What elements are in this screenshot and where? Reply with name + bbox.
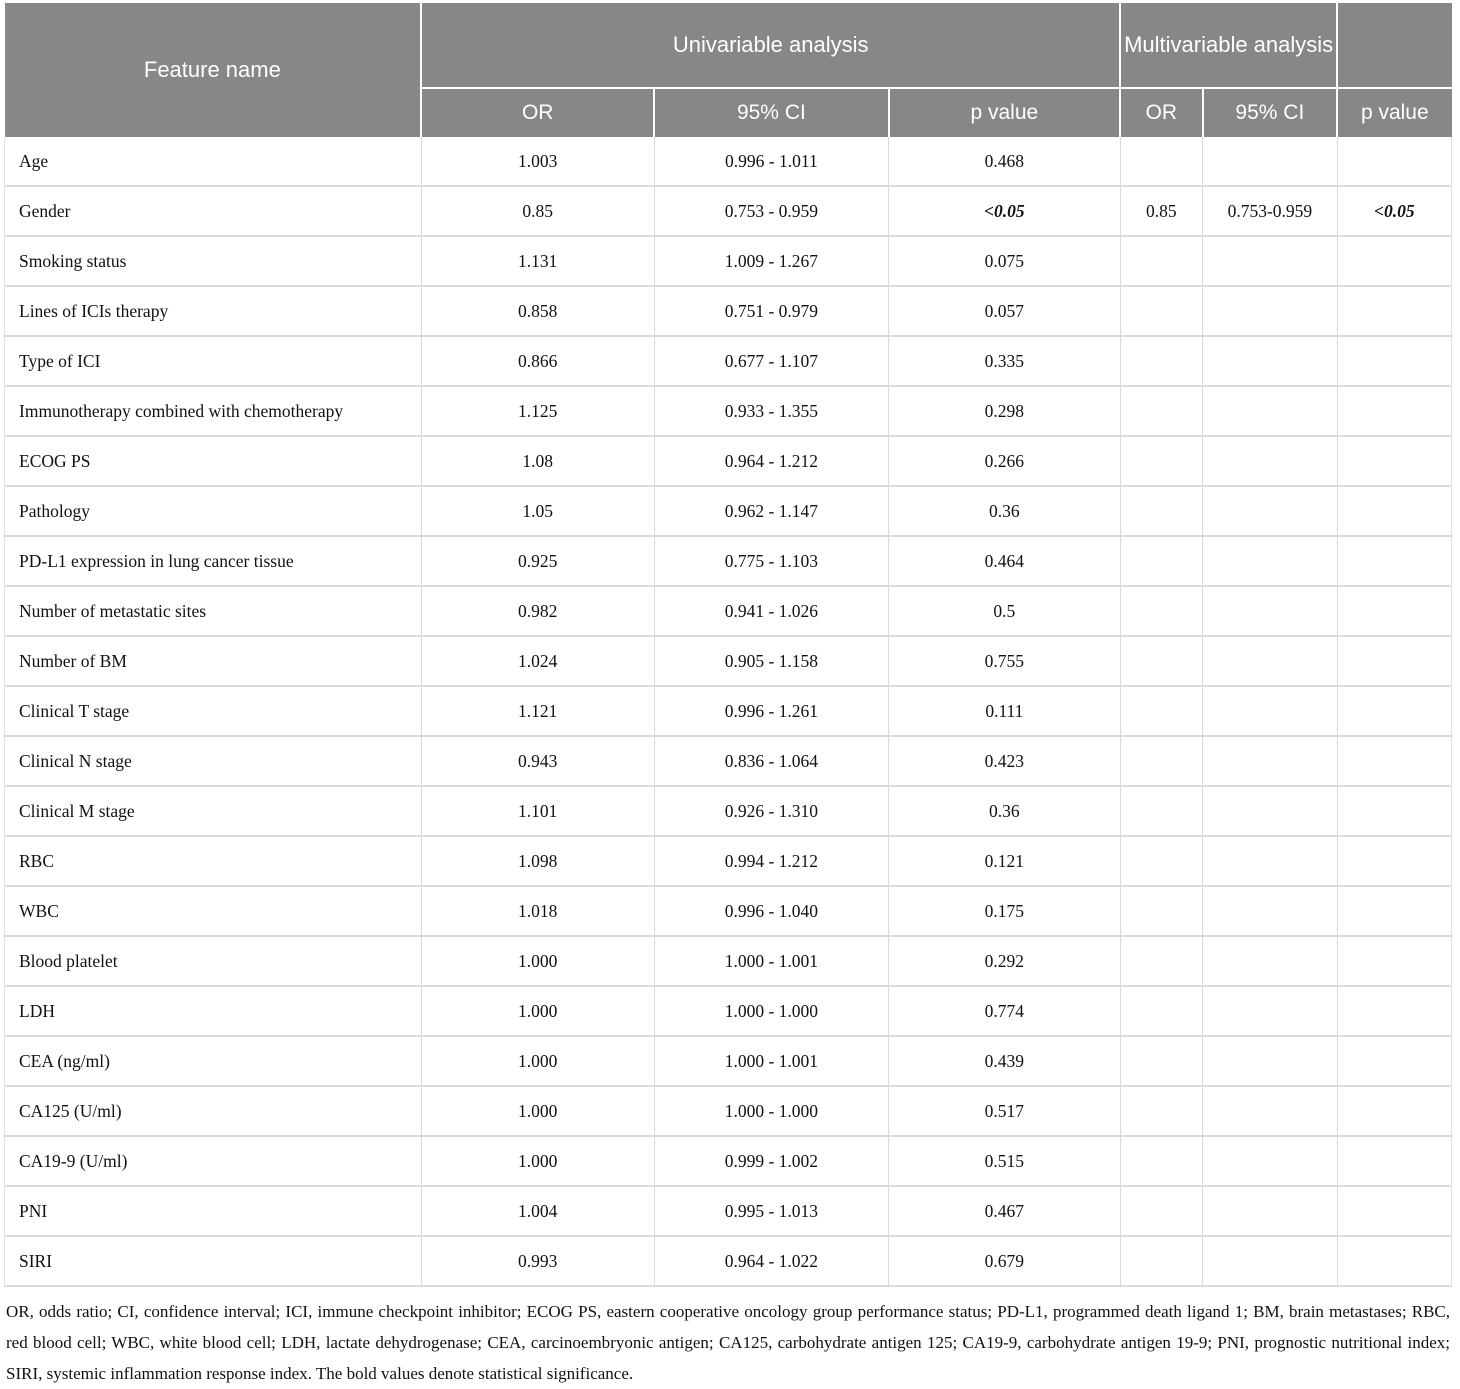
feature-cell: Pathology [5,486,422,536]
univariable-ci-cell: 0.775 - 1.103 [654,536,888,586]
table-header [5,3,1452,137]
univariable-ci-cell: 0.962 - 1.147 [654,486,888,536]
multivariable-pvalue-cell [1337,1086,1451,1136]
multivariable-pvalue-cell [1337,386,1451,436]
multivariable-pvalue-cell [1337,436,1451,486]
feature-cell: Blood platelet [5,936,422,986]
univariable-pvalue-cell: 0.468 [889,137,1121,186]
univariable-or-cell: 1.000 [421,1136,654,1186]
multivariable-ci-cell [1203,386,1338,436]
univariable-ci-cell: 1.000 - 1.000 [654,1086,888,1136]
univariable-ci-cell: 0.996 - 1.040 [654,886,888,936]
univariable-pvalue-cell: 0.111 [889,686,1121,736]
multivariable-pvalue-cell: <0.05 [1337,186,1451,236]
univariable-ci-cell: 0.751 - 0.979 [654,286,888,336]
multivariable-ci-cell [1203,236,1338,286]
table-row [5,836,1452,886]
analysis-table [4,3,1452,1287]
table-row [5,536,1452,586]
univariable-ci-cell: 0.677 - 1.107 [654,336,888,386]
feature-cell: Clinical M stage [5,786,422,836]
header-spacer-cell [1337,3,1451,88]
multivariable-pvalue-cell [1337,1186,1451,1236]
multivariable-pvalue-header: p value [1337,88,1451,137]
multivariable-ci-header: 95% CI [1203,88,1338,137]
table-row [5,886,1452,936]
multivariable-or-cell [1120,1186,1202,1236]
feature-cell: SIRI [5,1236,422,1286]
feature-cell: Number of BM [5,636,422,686]
table-row [5,286,1452,336]
table-row [5,936,1452,986]
univariable-pvalue-cell: 0.774 [889,986,1121,1036]
table-footnote: OR, odds ratio; CI, confidence interval; ICI, immune checkpoint inhibitor; ECOG PS, eastern cooperative oncology group performance status; PD-L1, programmed death ligand 1; BM, brain metastases; RBC, red blood cell; WBC, white blood cell; LDH, lactate dehydrogenase; CEA, carcinoembryonic antigen; CA125, carbohydrate antigen 125; CA19-9, carbohydrate antigen 19-9; PNI, prognostic nutritional index; SIRI, systemic inflammation response index. The bold values denote statistical significance. [6,1302,1450,1383]
multivariable-ci-cell [1203,1086,1338,1136]
univariable-pvalue-cell: <0.05 [889,186,1121,236]
table-row [5,1036,1452,1086]
univariable-ci-cell: 1.000 - 1.000 [654,986,888,1036]
multivariable-or-cell [1120,836,1202,886]
multivariable-pvalue-cell [1337,1036,1451,1086]
multivariable-ci-cell [1203,986,1338,1036]
univariable-or-cell: 0.993 [421,1236,654,1286]
univariable-or-cell: 1.004 [421,1186,654,1236]
univariable-ci-cell: 0.933 - 1.355 [654,386,888,436]
multivariable-or-cell [1120,536,1202,586]
univariable-pvalue-cell: 0.057 [889,286,1121,336]
multivariable-pvalue-cell [1337,336,1451,386]
univariable-ci-cell: 0.996 - 1.261 [654,686,888,736]
multivariable-ci-cell [1203,286,1338,336]
univariable-ci-cell: 0.995 - 1.013 [654,1186,888,1236]
univariable-ci-cell: 0.836 - 1.064 [654,736,888,786]
univariable-pvalue-header: p value [889,88,1121,137]
univariable-or-cell: 0.925 [421,536,654,586]
multivariable-ci-cell [1203,1236,1338,1286]
table-row [5,336,1452,386]
multivariable-pvalue-cell [1337,886,1451,936]
univariable-ci-cell: 0.905 - 1.158 [654,636,888,686]
feature-cell: Clinical T stage [5,686,422,736]
table-row [5,486,1452,536]
univariable-or-cell: 0.943 [421,736,654,786]
multivariable-pvalue-cell [1337,236,1451,286]
multivariable-or-cell [1120,1086,1202,1136]
univariable-pvalue-cell: 0.075 [889,236,1121,286]
table-row [5,1186,1452,1236]
univariable-or-cell: 1.024 [421,636,654,686]
multivariable-or-cell [1120,936,1202,986]
univariable-analysis-header: Univariable analysis [421,3,1120,88]
univariable-pvalue-cell: 0.515 [889,1136,1121,1186]
table-row [5,636,1452,686]
multivariable-ci-cell [1203,436,1338,486]
univariable-pvalue-cell: 0.679 [889,1236,1121,1286]
univariable-pvalue-cell: 0.266 [889,436,1121,486]
feature-cell: CA19-9 (U/ml) [5,1136,422,1186]
univariable-pvalue-cell: 0.292 [889,936,1121,986]
univariable-pvalue-cell: 0.121 [889,836,1121,886]
feature-cell: PNI [5,1186,422,1236]
table-row [5,137,1452,186]
table-row [5,586,1452,636]
multivariable-or-cell [1120,1236,1202,1286]
univariable-pvalue-cell: 0.175 [889,886,1121,936]
table-row [5,186,1452,236]
table-row [5,1236,1452,1286]
multivariable-or-cell [1120,286,1202,336]
univariable-or-cell: 1.101 [421,786,654,836]
multivariable-pvalue-cell [1337,986,1451,1036]
table-row [5,786,1452,836]
multivariable-pvalue-cell [1337,786,1451,836]
multivariable-ci-cell [1203,936,1338,986]
multivariable-pvalue-cell [1337,936,1451,986]
univariable-pvalue-cell: 0.36 [889,486,1121,536]
multivariable-or-cell [1120,786,1202,836]
feature-cell: LDH [5,986,422,1036]
table-row [5,736,1452,786]
feature-cell: Smoking status [5,236,422,286]
multivariable-or-cell [1120,636,1202,686]
multivariable-pvalue-cell [1337,1236,1451,1286]
univariable-or-cell: 0.982 [421,586,654,636]
multivariable-ci-cell [1203,486,1338,536]
multivariable-ci-cell [1203,886,1338,936]
table-row [5,386,1452,436]
univariable-or-cell: 1.000 [421,986,654,1036]
multivariable-or-cell [1120,736,1202,786]
multivariable-ci-cell [1203,836,1338,886]
multivariable-or-cell: 0.85 [1120,186,1202,236]
univariable-ci-header: 95% CI [654,88,888,137]
multivariable-ci-cell [1203,1136,1338,1186]
multivariable-pvalue-cell [1337,486,1451,536]
univariable-ci-cell: 0.964 - 1.212 [654,436,888,486]
multivariable-analysis-header: Multivariable analysis [1120,3,1337,88]
univariable-or-cell: 1.003 [421,137,654,186]
univariable-or-cell: 0.866 [421,336,654,386]
multivariable-or-cell [1120,886,1202,936]
univariable-pvalue-cell: 0.467 [889,1186,1121,1236]
multivariable-or-header: OR [1120,88,1202,137]
feature-cell: WBC [5,886,422,936]
multivariable-pvalue-cell [1337,586,1451,636]
multivariable-ci-cell [1203,686,1338,736]
univariable-ci-cell: 0.996 - 1.011 [654,137,888,186]
multivariable-or-cell [1120,336,1202,386]
feature-cell: CA125 (U/ml) [5,1086,422,1136]
multivariable-or-cell [1120,436,1202,486]
feature-cell: PD-L1 expression in lung cancer tissue [5,536,422,586]
header-group-row [5,3,1452,88]
multivariable-ci-cell [1203,736,1338,786]
feature-cell: Gender [5,186,422,236]
univariable-pvalue-cell: 0.464 [889,536,1121,586]
univariable-pvalue-cell: 0.5 [889,586,1121,636]
feature-cell: Type of ICI [5,336,422,386]
univariable-ci-cell: 0.994 - 1.212 [654,836,888,886]
multivariable-or-cell [1120,586,1202,636]
multivariable-pvalue-cell [1337,1136,1451,1186]
feature-cell: Lines of ICIs therapy [5,286,422,336]
univariable-pvalue-cell: 0.755 [889,636,1121,686]
feature-cell: ECOG PS [5,436,422,486]
univariable-ci-cell: 1.000 - 1.001 [654,1036,888,1086]
multivariable-or-cell [1120,1136,1202,1186]
univariable-ci-cell: 0.753 - 0.959 [654,186,888,236]
univariable-pvalue-cell: 0.423 [889,736,1121,786]
univariable-or-cell: 1.098 [421,836,654,886]
multivariable-or-cell [1120,236,1202,286]
multivariable-ci-cell [1203,636,1338,686]
univariable-ci-cell: 0.941 - 1.026 [654,586,888,636]
univariable-ci-cell: 1.000 - 1.001 [654,936,888,986]
univariable-or-cell: 1.121 [421,686,654,736]
table-row [5,436,1452,486]
multivariable-pvalue-cell [1337,686,1451,736]
multivariable-ci-cell [1203,586,1338,636]
multivariable-ci-cell [1203,1186,1338,1236]
univariable-or-cell: 0.85 [421,186,654,236]
feature-cell: Number of metastatic sites [5,586,422,636]
univariable-or-cell: 1.08 [421,436,654,486]
univariable-or-header: OR [421,88,654,137]
multivariable-ci-cell: 0.753-0.959 [1203,186,1338,236]
multivariable-ci-cell [1203,536,1338,586]
univariable-pvalue-cell: 0.298 [889,386,1121,436]
univariable-or-cell: 0.858 [421,286,654,336]
feature-cell: RBC [5,836,422,886]
univariable-pvalue-cell: 0.335 [889,336,1121,386]
multivariable-or-cell [1120,686,1202,736]
univariable-pvalue-cell: 0.439 [889,1036,1121,1086]
multivariable-or-cell [1120,386,1202,436]
feature-cell: Age [5,137,422,186]
univariable-or-cell: 1.000 [421,1036,654,1086]
multivariable-ci-cell [1203,137,1338,186]
univariable-or-cell: 1.131 [421,236,654,286]
univariable-or-cell: 1.018 [421,886,654,936]
feature-cell: Clinical N stage [5,736,422,786]
multivariable-pvalue-cell [1337,137,1451,186]
table-row [5,686,1452,736]
feature-cell: CEA (ng/ml) [5,1036,422,1086]
univariable-ci-cell: 0.926 - 1.310 [654,786,888,836]
multivariable-pvalue-cell [1337,536,1451,586]
table-body [5,137,1452,1286]
univariable-or-cell: 1.000 [421,936,654,986]
multivariable-or-cell [1120,137,1202,186]
table-row [5,1086,1452,1136]
multivariable-pvalue-cell [1337,836,1451,886]
univariable-ci-cell: 0.964 - 1.022 [654,1236,888,1286]
multivariable-or-cell [1120,986,1202,1036]
multivariable-pvalue-cell [1337,636,1451,686]
univariable-ci-cell: 0.999 - 1.002 [654,1136,888,1186]
univariable-or-cell: 1.05 [421,486,654,536]
multivariable-pvalue-cell [1337,286,1451,336]
feature-name-header: Feature name [5,3,422,137]
univariable-pvalue-cell: 0.517 [889,1086,1121,1136]
table-row [5,236,1452,286]
univariable-or-cell: 1.000 [421,1086,654,1136]
multivariable-or-cell [1120,486,1202,536]
multivariable-ci-cell [1203,1036,1338,1086]
table-row [5,1136,1452,1186]
multivariable-ci-cell [1203,336,1338,386]
multivariable-ci-cell [1203,786,1338,836]
multivariable-or-cell [1120,1036,1202,1086]
multivariable-pvalue-cell [1337,736,1451,786]
table-row [5,986,1452,1036]
univariable-pvalue-cell: 0.36 [889,786,1121,836]
univariable-ci-cell: 1.009 - 1.267 [654,236,888,286]
univariable-or-cell: 1.125 [421,386,654,436]
feature-cell: Immunotherapy combined with chemotherapy [5,386,422,436]
